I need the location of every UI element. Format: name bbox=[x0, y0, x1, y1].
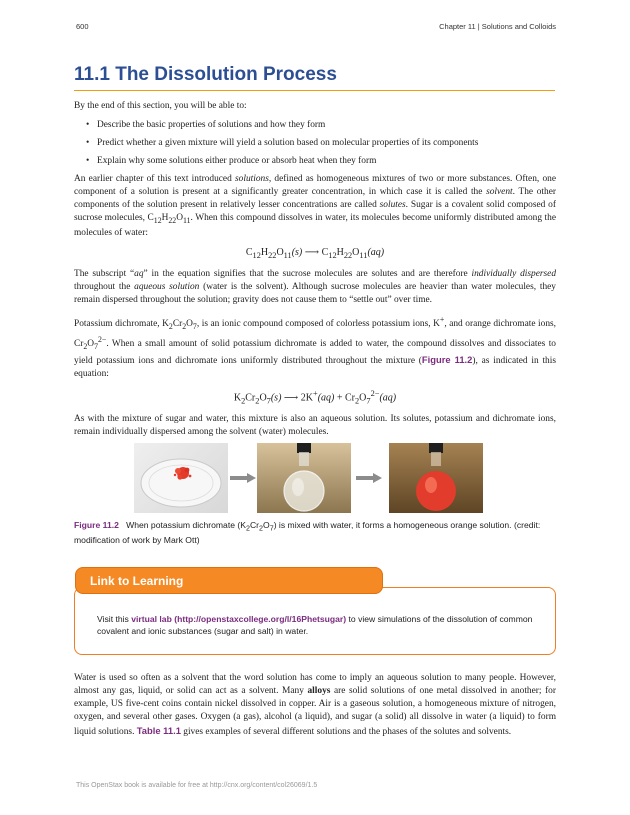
body-text bbox=[74, 100, 556, 445]
paragraph-solutions: An earlier chapter of this text introduced solutions, defined as homogeneous mixtures of two or more substances. Often, one component of a solution is present at a significantly greater concentration, in which case it is called the solvent. The other components of the solution present in relatively lesser concentrations are called solutes. Sugar is a covalent solid composed of sucrose molecules, $C_{12}H_{22}O_{11}$. When this compound dissolves in water, its molecules become uniformly distributed among the molecules of water: bbox=[74, 174, 556, 238]
paragraph-dichromate: Potassium dichromate, $K_2Cr_2O_7$, is an ionic compound composed of colorless potassium ions, K+, and orange dichromate ions, $Cr_2O_7^{2-}$. When a small amount of solid potassium dichromate is added to water, the compound dissolves and dissociates to yield potassium ions and dichromate ions uniformly distributed throughout the mixture (Figure 11.2), as indicated in this equation: bbox=[74, 314, 557, 379]
paragraph-aq: The subscript “aq” in the equation signifies that the sucrose molecules are solutes and are therefore individually dispersed throughout the aqueous solution (water is the solvent). Although sucrose molecules are heavier than water molecules, they remain dispersed throughout the solution; gravity does not cause them to “settle out” over time. bbox=[74, 268, 557, 305]
photo-flask-orange bbox=[389, 443, 483, 513]
paragraph-alloys: Water is used so often as a solvent that the word solution has come to imply an aqueous solution to many people. However, almost any gas, liquid, or solid can act as a solvent. Many alloys are solid solutions of one metal dissolved in another; for example, US five-cent coins contain nickel dissolved in copper. Air is a gaseous solution, a homogeneous mixture of nitrogen, oxygen, and several other gases. Oxygen (a gas), alcohol (a liquid), and sugar (a solid) all dissolve in water (a liquid) to form liquid solutions. Table 11.1 gives examples of several different solutions and the phases of the solutes and solvents. bbox=[74, 673, 556, 737]
photo-flask-water bbox=[257, 443, 351, 513]
chapter-header: Chapter 11 | Solutions and Colloids bbox=[439, 22, 556, 31]
figure-link[interactable]: Figure 11.2 bbox=[421, 353, 473, 365]
link-to-learning-text: Visit this virtual lab (http://openstaxcollege.org/l/16Phetsugar) to view simulations of the dissolution of common covalent and ionic substances (sugar and salt) in water. bbox=[97, 614, 533, 636]
dichromate-formula: $K_2Cr_2O_7$ bbox=[162, 319, 197, 331]
list-item: • Explain why some solutions either produce or absorb heat when they form bbox=[74, 155, 556, 168]
table-link[interactable]: Table 11.1 bbox=[136, 725, 181, 736]
arrow-right-icon bbox=[230, 473, 256, 483]
dichromate-ion: $Cr_2O_7^{2-}$ bbox=[74, 334, 107, 351]
list-item: • Predict whether a given mixture will yield a solution based on molecular properties of its components bbox=[74, 137, 556, 150]
caption-label: Figure 11.2 bbox=[74, 520, 119, 530]
sucrose-equation: $C_{12}H_{22}O_{11}(s)$ ⟶ $C_{12}H_{22}O_{11}(aq)$ bbox=[245, 246, 385, 260]
link-to-learning-heading: Link to Learning bbox=[75, 567, 383, 594]
virtual-lab-link[interactable]: virtual lab (http://openstaxcollege.org/l/16Phetsugar) bbox=[131, 614, 347, 624]
photo-watch-glass bbox=[134, 443, 228, 513]
sucrose-formula: $C_{12}H_{22}O_{11}$ bbox=[147, 213, 191, 225]
footer-text: This OpenStax book is available for free at http://cnx.org/content/col26069/1.5 bbox=[76, 782, 318, 789]
objectives-list bbox=[74, 119, 556, 168]
arrow-right-icon bbox=[356, 473, 382, 483]
paragraph-mixture: As with the mixture of sugar and water, this mixture is also an aqueous solution. Its solutes, potassium and dichromate ions, remain individually dispersed among the solvent (water) molecules. bbox=[74, 414, 556, 438]
dichromate-equation: $K_2Cr_2O_7(s)$ ⟶ $2K^+(aq) + Cr_2O_7^{2-}(aq)$ bbox=[233, 388, 397, 406]
objectives-intro: By the end of this section, you will be able to: bbox=[74, 101, 247, 111]
section-title: 11.1 The Dissolution Process bbox=[74, 64, 555, 91]
list-item: • Describe the basic properties of solutions and how they form bbox=[74, 119, 556, 132]
figure-caption: Figure 11.2 When potassium dichromate $(K_2Cr_2O_7)$ is mixed with water, it forms a homogeneous orange solution. (credit: modification of work by Mark Ott) bbox=[74, 520, 541, 545]
figure-11-2 bbox=[134, 443, 514, 513]
page-number: 600 bbox=[76, 22, 89, 31]
